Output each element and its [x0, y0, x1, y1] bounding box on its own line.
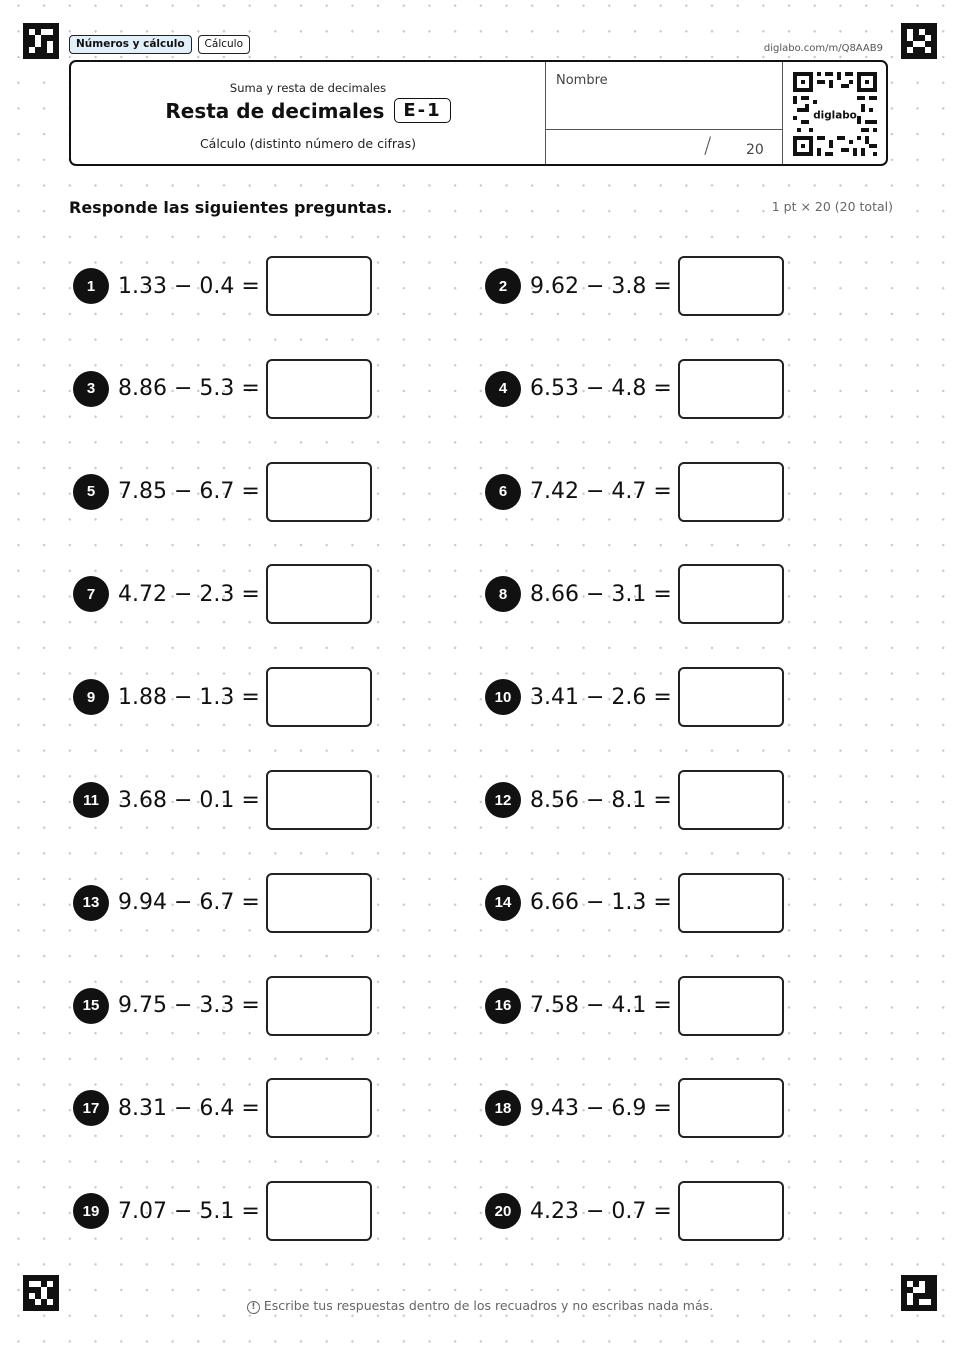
info-icon: ! — [247, 1301, 260, 1314]
worksheet-subtitle: Suma y resta de decimales — [229, 81, 387, 95]
answer-box[interactable] — [266, 976, 372, 1036]
answer-box[interactable] — [678, 770, 784, 830]
problem-expression: 9.62 − 3.8 = — [530, 273, 672, 299]
category-tags — [69, 35, 250, 54]
problem-item — [485, 1180, 784, 1242]
answer-box[interactable] — [266, 1181, 372, 1241]
problem-number-badge: 12 — [485, 782, 521, 818]
problem-number-badge: 20 — [485, 1193, 521, 1229]
score-total: 20 — [746, 142, 764, 158]
answer-box[interactable] — [266, 256, 372, 316]
name-score-block — [545, 62, 783, 164]
problem-number-badge: 15 — [73, 988, 109, 1024]
answer-box[interactable] — [678, 873, 784, 933]
problem-number-badge: 14 — [485, 885, 521, 921]
problem-item — [73, 358, 372, 420]
problem-number-badge: 19 — [73, 1193, 109, 1229]
problem-item — [485, 872, 784, 934]
tag-numeros-y-calculo[interactable]: Números y cálculo — [69, 35, 192, 54]
problem-number-badge: 5 — [73, 474, 109, 510]
footer-text: Escribe tus respuestas dentro de los recuadros y no escribas nada más. — [263, 1298, 714, 1313]
problem-item — [485, 461, 784, 523]
qr-label: diglabo — [813, 109, 857, 122]
problem-expression: 7.85 − 6.7 = — [118, 479, 260, 505]
answer-box[interactable] — [266, 1078, 372, 1138]
problem-number-badge: 10 — [485, 679, 521, 715]
problem-expression: 4.72 − 2.3 = — [118, 581, 260, 607]
problem-item — [73, 666, 372, 728]
qr-code-icon — [793, 72, 877, 156]
problem-item — [73, 872, 372, 934]
problem-number-badge: 3 — [73, 371, 109, 407]
problem-expression: 3.68 − 0.1 = — [118, 787, 260, 813]
answer-box[interactable] — [266, 564, 372, 624]
answer-box[interactable] — [678, 564, 784, 624]
problem-expression: 8.66 − 3.1 = — [530, 581, 672, 607]
problem-expression: 9.43 − 6.9 = — [530, 1095, 672, 1121]
problem-item — [485, 563, 784, 625]
footer-note — [0, 1298, 960, 1314]
answer-box[interactable] — [266, 770, 372, 830]
answer-box[interactable] — [266, 667, 372, 727]
problem-item — [485, 358, 784, 420]
answer-box[interactable] — [678, 359, 784, 419]
answer-box[interactable] — [266, 873, 372, 933]
score-slash: / — [704, 134, 712, 159]
problem-expression: 4.23 − 0.7 = — [530, 1198, 672, 1224]
problem-number-badge: 6 — [485, 474, 521, 510]
problem-expression: 1.88 − 1.3 = — [118, 684, 260, 710]
worksheet-code: E-1 — [394, 98, 450, 123]
answer-box[interactable] — [266, 462, 372, 522]
problem-number-badge: 17 — [73, 1090, 109, 1126]
answer-box[interactable] — [678, 1181, 784, 1241]
answer-box[interactable] — [678, 976, 784, 1036]
instructions: Responde las siguientes preguntas. — [69, 198, 395, 217]
name-label: Nombre — [556, 73, 608, 88]
answer-box[interactable] — [266, 359, 372, 419]
title-row — [71, 98, 545, 123]
answer-box[interactable] — [678, 256, 784, 316]
worksheet-url[interactable]: diglabo.com/m/Q8AAB9 — [763, 43, 883, 54]
problem-expression: 8.56 − 8.1 = — [530, 787, 672, 813]
problem-item — [73, 461, 372, 523]
problem-item — [485, 769, 784, 831]
worksheet-header — [69, 60, 888, 166]
problem-item — [485, 666, 784, 728]
problem-expression: 9.94 − 6.7 = — [118, 890, 260, 916]
problem-expression: 1.33 − 0.4 = — [118, 273, 260, 299]
worksheet-description: Cálculo (distinto número de cifras) — [199, 136, 417, 151]
problem-expression: 7.58 − 4.1 = — [530, 993, 672, 1019]
problem-expression: 6.66 − 1.3 = — [530, 890, 672, 916]
answer-box[interactable] — [678, 1078, 784, 1138]
score-info: 1 pt × 20 (20 total) — [771, 199, 893, 214]
problem-item — [485, 975, 784, 1037]
problem-expression: 3.41 − 2.6 = — [530, 684, 672, 710]
problem-expression: 7.07 − 5.1 = — [118, 1198, 260, 1224]
problem-number-badge: 11 — [73, 782, 109, 818]
problem-expression: 9.75 − 3.3 = — [118, 993, 260, 1019]
problem-number-badge: 7 — [73, 576, 109, 612]
problem-number-badge: 8 — [485, 576, 521, 612]
problem-number-badge: 16 — [485, 988, 521, 1024]
problem-item — [73, 255, 372, 317]
problem-expression: 8.31 − 6.4 = — [118, 1095, 260, 1121]
answer-box[interactable] — [678, 667, 784, 727]
problem-item — [73, 1180, 372, 1242]
problem-expression: 7.42 − 4.7 = — [530, 479, 672, 505]
problem-number-badge: 13 — [73, 885, 109, 921]
corner-marker-top-left — [23, 23, 59, 59]
worksheet-title: Resta de decimales — [165, 98, 385, 123]
problem-number-badge: 18 — [485, 1090, 521, 1126]
problem-item — [73, 1077, 372, 1139]
title-block — [71, 62, 545, 164]
corner-marker-top-right — [901, 23, 937, 59]
problem-expression: 8.86 − 5.3 = — [118, 376, 260, 402]
problem-item — [73, 563, 372, 625]
problem-expression: 6.53 − 4.8 = — [530, 376, 672, 402]
problem-item — [73, 975, 372, 1037]
problem-item — [485, 1077, 784, 1139]
tag-calculo[interactable]: Cálculo — [198, 35, 250, 54]
problem-item — [485, 255, 784, 317]
name-divider — [546, 129, 782, 130]
problem-item — [73, 769, 372, 831]
answer-box[interactable] — [678, 462, 784, 522]
problem-number-badge: 2 — [485, 268, 521, 304]
problem-number-badge: 9 — [73, 679, 109, 715]
problem-number-badge: 1 — [73, 268, 109, 304]
problem-number-badge: 4 — [485, 371, 521, 407]
